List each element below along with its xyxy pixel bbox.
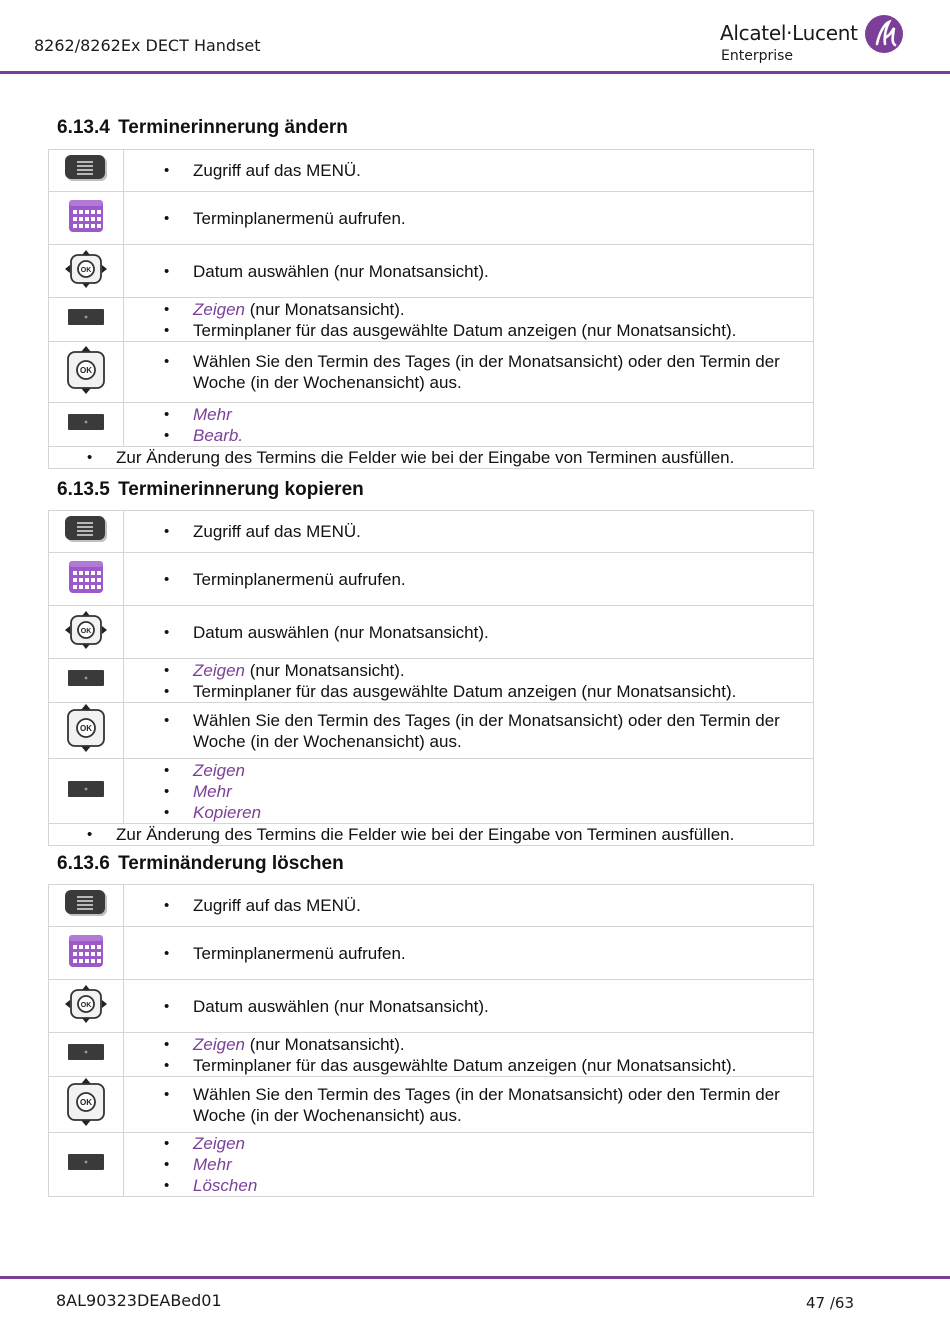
step-bullet-list bbox=[164, 1084, 813, 1126]
step-bullet-list bbox=[164, 404, 813, 446]
step-row bbox=[49, 511, 814, 553]
step-text-cell bbox=[124, 703, 814, 759]
softkey-icon bbox=[68, 781, 104, 802]
step-text: Wählen Sie den Termin des Tages (in der Monatsansicht) oder den Termin der Woche (in der Wochenansicht) aus. bbox=[193, 710, 780, 751]
step-text: Datum auswählen (nur Monatsansicht). bbox=[193, 261, 489, 281]
step-row bbox=[49, 885, 814, 927]
list-item bbox=[164, 622, 813, 643]
section-heading-6-13-5 bbox=[57, 479, 364, 501]
step-row bbox=[49, 927, 814, 980]
step-text: Wählen Sie den Termin des Tages (in der Monatsansicht) oder den Termin der Woche (in der Wochenansicht) aus. bbox=[193, 1084, 780, 1125]
step-icon-cell bbox=[49, 298, 124, 342]
step-text-cell bbox=[124, 298, 814, 342]
step-text-cell bbox=[124, 511, 814, 553]
softkey-label: Zeigen bbox=[193, 660, 245, 680]
step-text: (nur Monatsansicht). bbox=[244, 1034, 405, 1054]
logo-sub-text: Enterprise bbox=[721, 48, 794, 64]
step-text-cell bbox=[124, 980, 814, 1033]
svg-text:OK: OK bbox=[80, 365, 92, 375]
step-text-cell bbox=[124, 1133, 814, 1197]
step-text: Zugriff auf das MENÜ. bbox=[193, 161, 361, 180]
softkey-label: Zeigen bbox=[193, 1034, 245, 1054]
step-text: Datum auswählen (nur Monatsansicht). bbox=[193, 996, 489, 1016]
section-title: Terminänderung löschen bbox=[118, 853, 344, 874]
step-text: Zugriff auf das MENÜ. bbox=[193, 896, 361, 915]
list-item bbox=[164, 1154, 813, 1175]
svg-text:OK: OK bbox=[80, 1001, 92, 1009]
list-item bbox=[164, 425, 813, 446]
step-bullet-list bbox=[164, 895, 813, 916]
softkey-label: Zeigen bbox=[193, 1134, 245, 1153]
step-text-cell bbox=[124, 885, 814, 927]
list-item bbox=[164, 160, 813, 181]
step-text: Wählen Sie den Termin des Tages (in der Monatsansicht) oder den Termin der Woche (in der Wochenansicht) aus. bbox=[193, 352, 780, 392]
step-bullet-list bbox=[164, 1034, 813, 1076]
list-item bbox=[164, 1084, 813, 1126]
step-text-cell bbox=[124, 192, 814, 245]
softkey-label: Zeigen bbox=[193, 299, 245, 319]
step-text-cell bbox=[124, 606, 814, 659]
list-item bbox=[164, 781, 813, 802]
step-row bbox=[49, 1033, 814, 1077]
nav-ok-updown-icon bbox=[64, 345, 108, 400]
step-bullet-list bbox=[164, 569, 813, 590]
step-text-cell bbox=[124, 342, 814, 403]
list-item bbox=[164, 569, 813, 590]
step-row bbox=[49, 659, 814, 703]
footer-page-number: 47 /63 bbox=[806, 1294, 854, 1312]
step-row bbox=[49, 150, 814, 192]
section-number: 6.13.6 bbox=[57, 853, 110, 874]
step-icon-cell bbox=[49, 703, 124, 759]
softkey-label: Mehr bbox=[193, 781, 232, 801]
note-text: • Zur Änderung des Termins die Felder wie bei der Eingabe von Terminen ausfüllen. bbox=[87, 824, 813, 845]
step-row bbox=[49, 1133, 814, 1197]
step-icon-cell bbox=[49, 1033, 124, 1077]
list-item bbox=[164, 760, 813, 781]
step-row bbox=[49, 342, 814, 403]
list-item bbox=[164, 660, 813, 681]
step-text-cell bbox=[124, 1077, 814, 1133]
note-cell bbox=[49, 447, 814, 469]
step-bullet-list bbox=[164, 521, 813, 542]
step-icon-cell bbox=[49, 1077, 124, 1133]
svg-text:OK: OK bbox=[80, 1098, 92, 1107]
step-row bbox=[49, 403, 814, 447]
list-item bbox=[164, 208, 813, 229]
step-text: (nur Monatsansicht). bbox=[244, 299, 405, 319]
step-icon-cell bbox=[49, 885, 124, 927]
softkey-icon bbox=[68, 414, 104, 435]
softkey-icon bbox=[68, 309, 104, 330]
step-bullet-list bbox=[164, 760, 813, 823]
softkey-label: Kopieren bbox=[193, 802, 262, 822]
menu-key-icon bbox=[64, 154, 108, 187]
step-bullet-list bbox=[164, 160, 813, 181]
step-icon-cell bbox=[49, 342, 124, 403]
nav-ok-updown-icon bbox=[64, 703, 108, 758]
step-text: (nur Monatsansicht). bbox=[244, 660, 405, 680]
company-logo bbox=[720, 14, 910, 66]
list-item bbox=[164, 1055, 813, 1076]
step-text-cell bbox=[124, 659, 814, 703]
step-text-cell bbox=[124, 927, 814, 980]
note-row bbox=[49, 447, 814, 469]
step-text-cell bbox=[124, 553, 814, 606]
steps-table-6-13-4 bbox=[48, 149, 814, 469]
step-icon-cell bbox=[49, 245, 124, 298]
section-number: 6.13.5 bbox=[57, 479, 110, 500]
list-item bbox=[164, 299, 813, 320]
step-bullet-list bbox=[164, 351, 813, 393]
softkey-label: Löschen bbox=[193, 1176, 258, 1195]
nav-ok-4way-icon bbox=[64, 610, 108, 655]
step-text: Terminplanermenü aufrufen. bbox=[193, 569, 406, 589]
svg-text:OK: OK bbox=[80, 627, 92, 635]
list-item bbox=[164, 1175, 813, 1196]
svg-text:OK: OK bbox=[80, 724, 92, 733]
step-text-cell bbox=[124, 245, 814, 298]
step-icon-cell bbox=[49, 606, 124, 659]
section-heading-6-13-4 bbox=[57, 117, 348, 139]
menu-key-icon bbox=[64, 515, 108, 548]
note-cell bbox=[49, 824, 814, 846]
nav-ok-updown-icon bbox=[64, 1077, 108, 1132]
alcatel-lucent-logo-icon bbox=[864, 14, 904, 54]
list-item bbox=[164, 802, 813, 823]
step-bullet-list bbox=[164, 660, 813, 702]
softkey-label: Bearb. bbox=[193, 425, 244, 445]
calendar-icon bbox=[68, 560, 104, 599]
step-bullet-list bbox=[164, 943, 813, 964]
list-item bbox=[164, 261, 813, 282]
logo-brand-text: Alcatel·Lucent bbox=[720, 21, 858, 45]
step-icon-cell bbox=[49, 659, 124, 703]
page-header-title: 8262/8262Ex DECT Handset bbox=[34, 36, 261, 55]
step-row bbox=[49, 606, 814, 659]
softkey-label: Zeigen bbox=[193, 760, 245, 780]
step-bullet-list bbox=[164, 1133, 813, 1196]
step-row bbox=[49, 245, 814, 298]
list-item bbox=[164, 943, 813, 964]
list-item bbox=[164, 1133, 813, 1154]
footer-doc-reference: 8AL90323DEABed01 bbox=[56, 1291, 222, 1310]
step-text: Terminplaner für das ausgewählte Datum anzeigen (nur Monatsansicht). bbox=[193, 681, 737, 701]
list-item bbox=[164, 895, 813, 916]
nav-ok-4way-icon bbox=[64, 249, 108, 294]
step-text: Datum auswählen (nur Monatsansicht). bbox=[193, 622, 489, 642]
softkey-label: Mehr bbox=[193, 404, 232, 424]
softkey-label: Mehr bbox=[193, 1155, 232, 1174]
softkey-icon bbox=[68, 670, 104, 691]
step-text-cell bbox=[124, 150, 814, 192]
list-item bbox=[164, 996, 813, 1017]
step-icon-cell bbox=[49, 980, 124, 1033]
step-text-cell bbox=[124, 759, 814, 824]
list-item bbox=[164, 351, 813, 393]
step-bullet-list bbox=[164, 996, 813, 1017]
step-row bbox=[49, 553, 814, 606]
footer-divider bbox=[0, 1276, 950, 1279]
step-bullet-list bbox=[164, 299, 813, 341]
step-icon-cell bbox=[49, 1133, 124, 1197]
step-icon-cell bbox=[49, 927, 124, 980]
step-row bbox=[49, 759, 814, 824]
calendar-icon bbox=[68, 934, 104, 973]
steps-table-6-13-5 bbox=[48, 510, 814, 846]
step-bullet-list bbox=[164, 622, 813, 643]
step-row bbox=[49, 703, 814, 759]
softkey-icon bbox=[68, 1044, 104, 1065]
step-text-cell bbox=[124, 403, 814, 447]
svg-text:OK: OK bbox=[80, 266, 92, 274]
step-text: Terminplaner für das ausgewählte Datum anzeigen (nur Monatsansicht). bbox=[193, 320, 737, 340]
section-number: 6.13.4 bbox=[57, 117, 110, 138]
note-text: • Zur Änderung des Termins die Felder wie bei der Eingabe von Terminen ausfüllen. bbox=[87, 447, 813, 468]
note-row bbox=[49, 824, 814, 846]
softkey-icon bbox=[68, 1154, 104, 1175]
step-icon-cell bbox=[49, 192, 124, 245]
list-item bbox=[164, 404, 813, 425]
calendar-icon bbox=[68, 199, 104, 238]
step-text-cell bbox=[124, 1033, 814, 1077]
step-icon-cell bbox=[49, 511, 124, 553]
step-bullet-list bbox=[164, 710, 813, 752]
step-icon-cell bbox=[49, 553, 124, 606]
nav-ok-4way-icon bbox=[64, 984, 108, 1029]
steps-table-6-13-6 bbox=[48, 884, 814, 1197]
step-row bbox=[49, 298, 814, 342]
step-row bbox=[49, 1077, 814, 1133]
step-row bbox=[49, 980, 814, 1033]
menu-key-icon bbox=[64, 889, 108, 922]
list-item bbox=[164, 320, 813, 341]
section-heading-6-13-6 bbox=[57, 853, 344, 875]
list-item bbox=[164, 1034, 813, 1055]
list-item bbox=[164, 521, 813, 542]
step-text: Terminplaner für das ausgewählte Datum anzeigen (nur Monatsansicht). bbox=[193, 1055, 737, 1075]
section-title: Terminerinnerung kopieren bbox=[118, 479, 364, 500]
step-icon-cell bbox=[49, 150, 124, 192]
list-item bbox=[164, 681, 813, 702]
step-row bbox=[49, 192, 814, 245]
step-icon-cell bbox=[49, 759, 124, 824]
list-item bbox=[164, 710, 813, 752]
note-list bbox=[87, 824, 813, 845]
section-title: Terminerinnerung ändern bbox=[118, 117, 348, 138]
step-bullet-list bbox=[164, 208, 813, 229]
step-icon-cell bbox=[49, 403, 124, 447]
step-bullet-list bbox=[164, 261, 813, 282]
note-list bbox=[87, 447, 813, 468]
header-divider bbox=[0, 71, 950, 74]
step-text: Terminplanermenü aufrufen. bbox=[193, 208, 406, 228]
step-text: Zugriff auf das MENÜ. bbox=[193, 522, 361, 541]
step-text: Terminplanermenü aufrufen. bbox=[193, 943, 406, 963]
